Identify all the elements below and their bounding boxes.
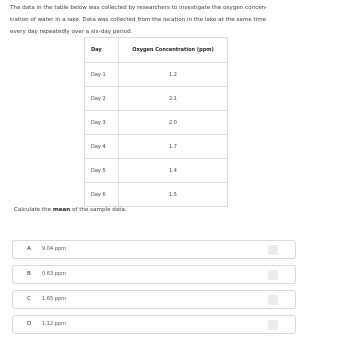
option-letter: B: [27, 271, 31, 277]
cell-day: Day 2: [85, 87, 119, 111]
option-text: 0.63 ppm: [42, 271, 66, 277]
option-checkbox[interactable]: [268, 320, 278, 330]
option-text: 1.12 ppm: [42, 321, 66, 327]
cell-oxygen: 1.2: [119, 63, 228, 87]
answer-option-c[interactable]: [12, 290, 296, 309]
question-intro: [10, 2, 342, 38]
cell-day: Day 3: [85, 111, 119, 135]
option-checkbox[interactable]: [268, 295, 278, 305]
answer-option-a[interactable]: [12, 240, 296, 259]
intro-line: The data in the table below was collected by researchers to investigate the oxygen concen-: [10, 5, 268, 11]
option-letter: D: [27, 321, 32, 327]
table-row: [85, 183, 228, 207]
cell-oxygen: 1.7: [119, 135, 228, 159]
option-text: 1.65 ppm: [42, 296, 66, 302]
question-prompt: [14, 207, 127, 213]
column-header-oxygen: Oxygen Concentration (ppm): [119, 38, 228, 63]
cell-day: Day 6: [85, 183, 119, 207]
table-row: [85, 111, 228, 135]
answer-option-d[interactable]: [12, 315, 296, 334]
prompt-emphasis: mean: [52, 207, 71, 213]
table-row: [85, 87, 228, 111]
option-letter: C: [27, 296, 31, 302]
cell-day: Day 4: [85, 135, 119, 159]
data-table: [84, 37, 228, 207]
intro-line: tration of water in a lake. Data was collected from the location in the lake at the same time: [10, 17, 267, 23]
intro-line: every day repeatedly over a six-day period.: [10, 29, 133, 35]
option-checkbox[interactable]: [268, 270, 278, 280]
cell-day: Day 1: [85, 63, 119, 87]
option-text: 9.04 ppm: [42, 246, 66, 252]
cell-oxygen: 2.0: [119, 111, 228, 135]
table-header-row: [85, 38, 228, 63]
table-row: [85, 159, 228, 183]
cell-oxygen: 2.1: [119, 87, 228, 111]
prompt-text: Calculate the: [14, 207, 53, 213]
cell-day: Day 5: [85, 159, 119, 183]
answer-option-b[interactable]: [12, 265, 296, 284]
option-letter: A: [27, 246, 31, 252]
table-row: [85, 135, 228, 159]
cell-oxygen: 1.5: [119, 183, 228, 207]
cell-oxygen: 1.4: [119, 159, 228, 183]
column-header-day: Day: [85, 38, 119, 63]
table-row: [85, 63, 228, 87]
prompt-text: of the sample data.: [70, 207, 127, 213]
option-checkbox[interactable]: [268, 245, 278, 255]
